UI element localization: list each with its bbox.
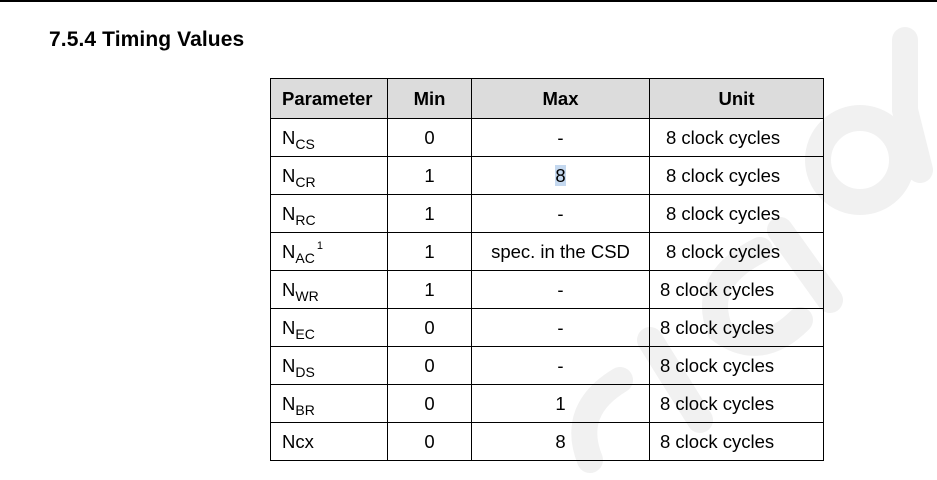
unit-cell: 8 clock cycles — [650, 347, 824, 385]
header-parameter: Parameter — [271, 79, 388, 119]
max-cell: 1 — [472, 385, 650, 423]
table-row — [271, 157, 824, 195]
text-selection-highlight[interactable]: 8 — [555, 164, 566, 186]
parameter-cell — [271, 195, 388, 233]
parameter-cell — [271, 233, 388, 271]
timing-values-table — [270, 78, 824, 461]
table-row — [271, 385, 824, 423]
parameter-symbol: N — [282, 126, 296, 148]
min-cell: 0 — [388, 309, 472, 347]
table-row — [271, 233, 824, 271]
parameter-subscript: BR — [295, 401, 315, 418]
parameter-subscript: AC — [295, 249, 315, 266]
max-cell: - — [472, 195, 650, 233]
parameter-cell — [271, 119, 388, 157]
unit-cell: 8 clock cycles — [650, 195, 824, 233]
max-cell: 8 — [472, 423, 650, 461]
max-cell — [472, 157, 650, 195]
parameter-symbol: N — [282, 278, 296, 300]
min-cell: 1 — [388, 157, 472, 195]
table-row — [271, 195, 824, 233]
max-cell: - — [472, 347, 650, 385]
parameter-symbol: N — [282, 202, 296, 224]
parameter-symbol: N — [282, 240, 296, 262]
parameter-symbol: N — [282, 316, 296, 338]
unit-cell: 8 clock cycles — [650, 157, 824, 195]
unit-cell: 8 clock cycles — [650, 119, 824, 157]
min-cell: 0 — [388, 423, 472, 461]
parameter-cell — [271, 423, 388, 461]
min-cell: 1 — [388, 271, 472, 309]
min-cell: 1 — [388, 195, 472, 233]
unit-cell: 8 clock cycles — [650, 385, 824, 423]
parameter-subscript: CR — [295, 173, 316, 190]
parameter-cell — [271, 157, 388, 195]
parameter-cell — [271, 271, 388, 309]
unit-cell: 8 clock cycles — [650, 271, 824, 309]
table-row — [271, 271, 824, 309]
header-unit: Unit — [650, 79, 824, 119]
header-max: Max — [472, 79, 650, 119]
top-rule — [0, 0, 937, 2]
parameter-subscript: RC — [295, 211, 316, 228]
parameter-subscript: WR — [295, 287, 319, 304]
max-cell: - — [472, 271, 650, 309]
footnote-superscript: 1 — [316, 239, 323, 252]
section-heading: 7.5.4 Timing Values — [49, 28, 245, 51]
table-row — [271, 347, 824, 385]
parameter-cell — [271, 347, 388, 385]
parameter-symbol: Ncx — [282, 430, 314, 452]
unit-cell: 8 clock cycles — [650, 309, 824, 347]
parameter-symbol: N — [282, 164, 296, 186]
min-cell: 0 — [388, 385, 472, 423]
table-row — [271, 119, 824, 157]
parameter-subscript: EC — [295, 325, 315, 342]
parameter-cell — [271, 309, 388, 347]
parameter-symbol: N — [282, 392, 296, 414]
max-cell: spec. in the CSD — [472, 233, 650, 271]
parameter-symbol: N — [282, 354, 296, 376]
table-row — [271, 309, 824, 347]
max-cell: - — [472, 119, 650, 157]
parameter-subscript: DS — [295, 363, 315, 380]
table-row — [271, 423, 824, 461]
header-min: Min — [388, 79, 472, 119]
min-cell: 0 — [388, 119, 472, 157]
parameter-subscript: CS — [295, 135, 315, 152]
unit-cell: 8 clock cycles — [650, 423, 824, 461]
unit-cell: 8 clock cycles — [650, 233, 824, 271]
min-cell: 1 — [388, 233, 472, 271]
table-header-row — [271, 79, 824, 119]
parameter-cell — [271, 385, 388, 423]
min-cell: 0 — [388, 347, 472, 385]
max-cell: - — [472, 309, 650, 347]
